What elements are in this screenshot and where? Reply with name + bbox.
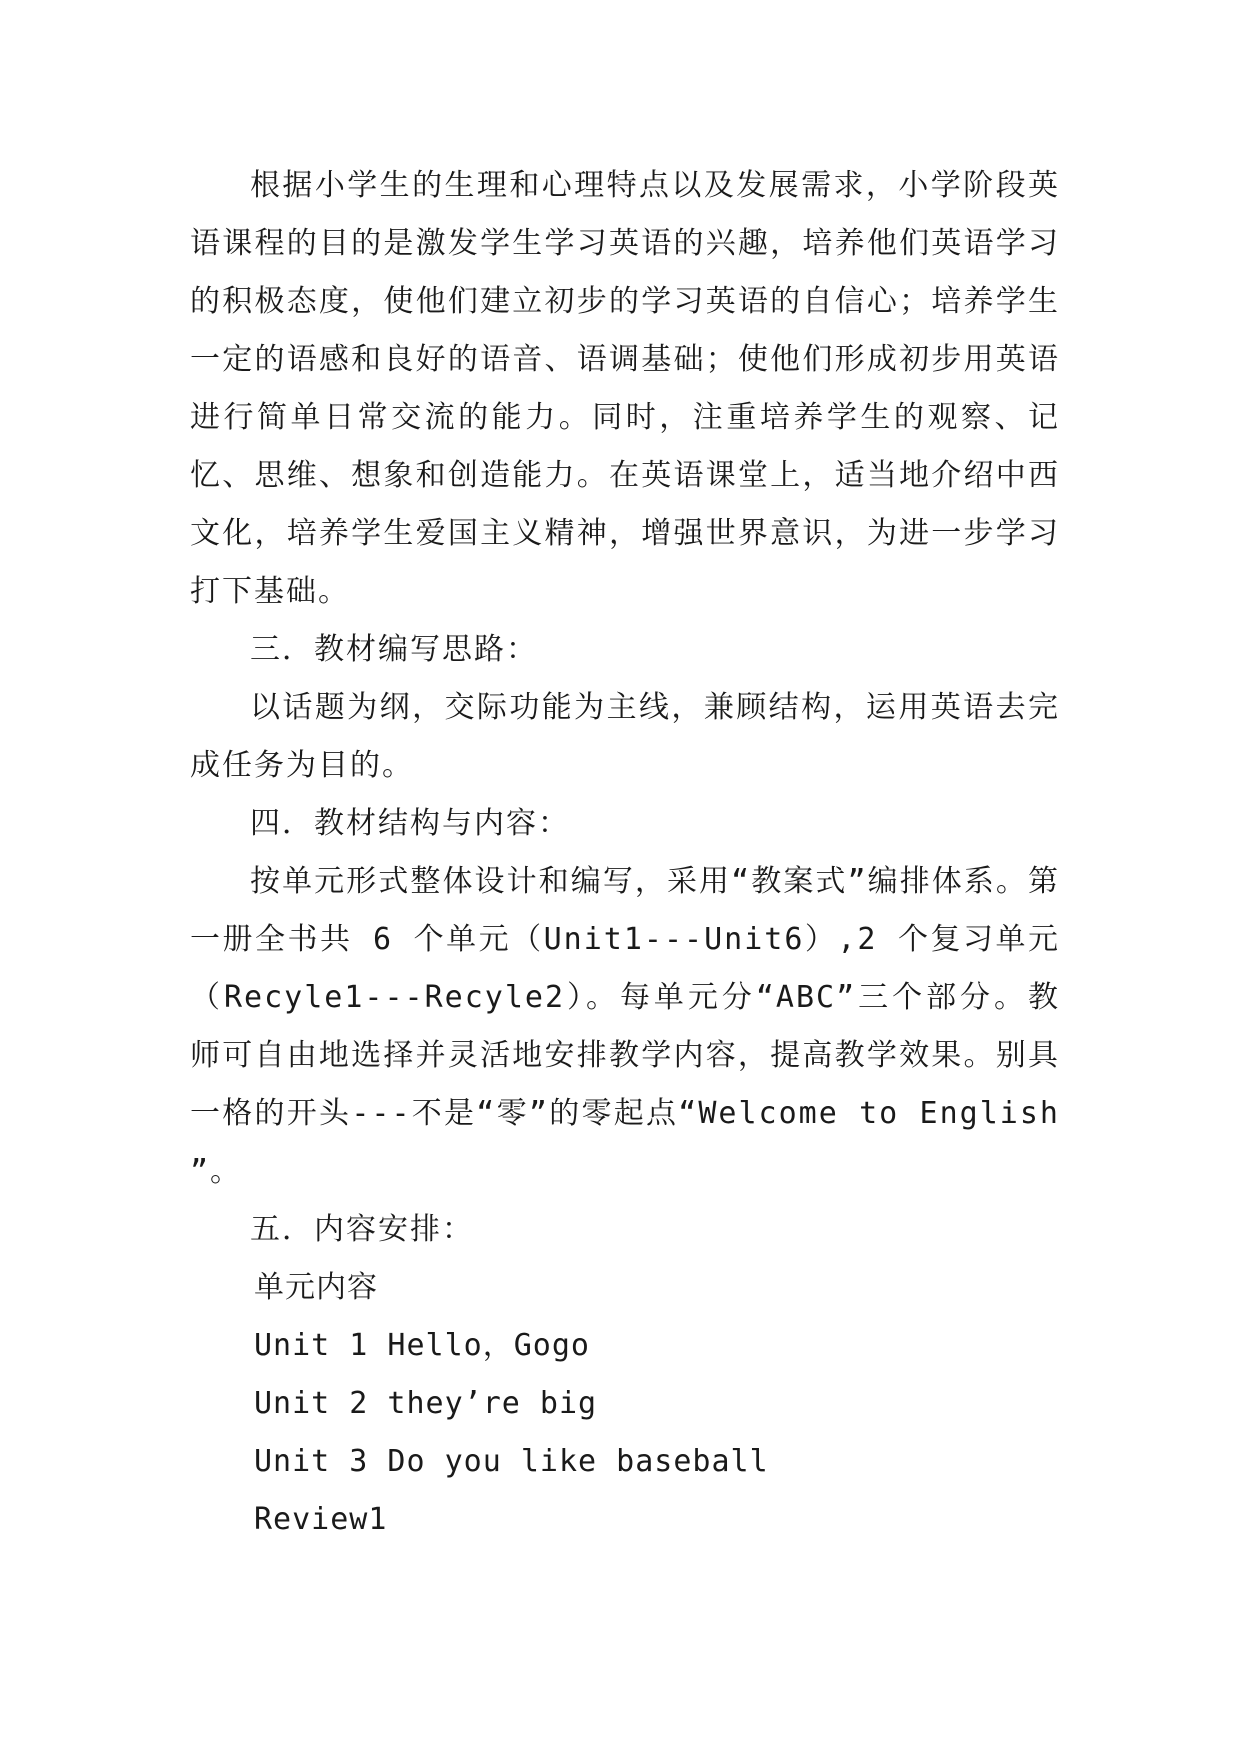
heading-section-4: 四．教材结构与内容：	[250, 806, 570, 841]
paragraph-course-goals: 根据小学生的生理和心理特点以及发展需求，小学阶段英语课程的目的是激发学生学习英语的兴趣，培养他们英语学习的积极态度，使他们建立初步的学习英语的自信心；培养学生一定的语感和良好的语音、语调基础；使他们形成初步用英语进行简单日常交流的能力。同时，注重培养学生的观察、记忆、思维、想象和创造能力。在英语课堂上，适当地介绍中西文化，培养学生爱国主义精神，增强世界意识，为进一步学习打下基础。	[190, 168, 1060, 609]
unit-2-line: Unit 2 they’re big	[254, 1386, 598, 1421]
paragraph-structure-content: 按单元形式整体设计和编写，采用“教案式”编排体系。第一册全书共 6 个单元（Unit1---Unit6）,2 个复习单元（Recyle1---Recyle2）。每单元分“ABC”三个部分。教师可自由地选择并灵活地安排教学内容，提高教学效果。别具一格的开头---不是“零”的零起点“Welcome to English ”。	[190, 864, 1060, 1189]
review-1-line: Review1	[254, 1502, 388, 1537]
unit-3-line: Unit 3 Do you like baseball	[254, 1444, 769, 1479]
unit-1-line: Unit 1 Hello，Gogo	[254, 1328, 590, 1363]
paragraph-writing-approach: 以话题为纲，交际功能为主线，兼顾结构，运用英语去完成任务为目的。	[190, 690, 1060, 783]
unit-content-header: 单元内容	[254, 1270, 378, 1305]
heading-section-3: 三．教材编写思路：	[250, 632, 538, 667]
heading-section-5: 五．内容安排：	[250, 1212, 474, 1247]
document-page	[190, 157, 1060, 1549]
